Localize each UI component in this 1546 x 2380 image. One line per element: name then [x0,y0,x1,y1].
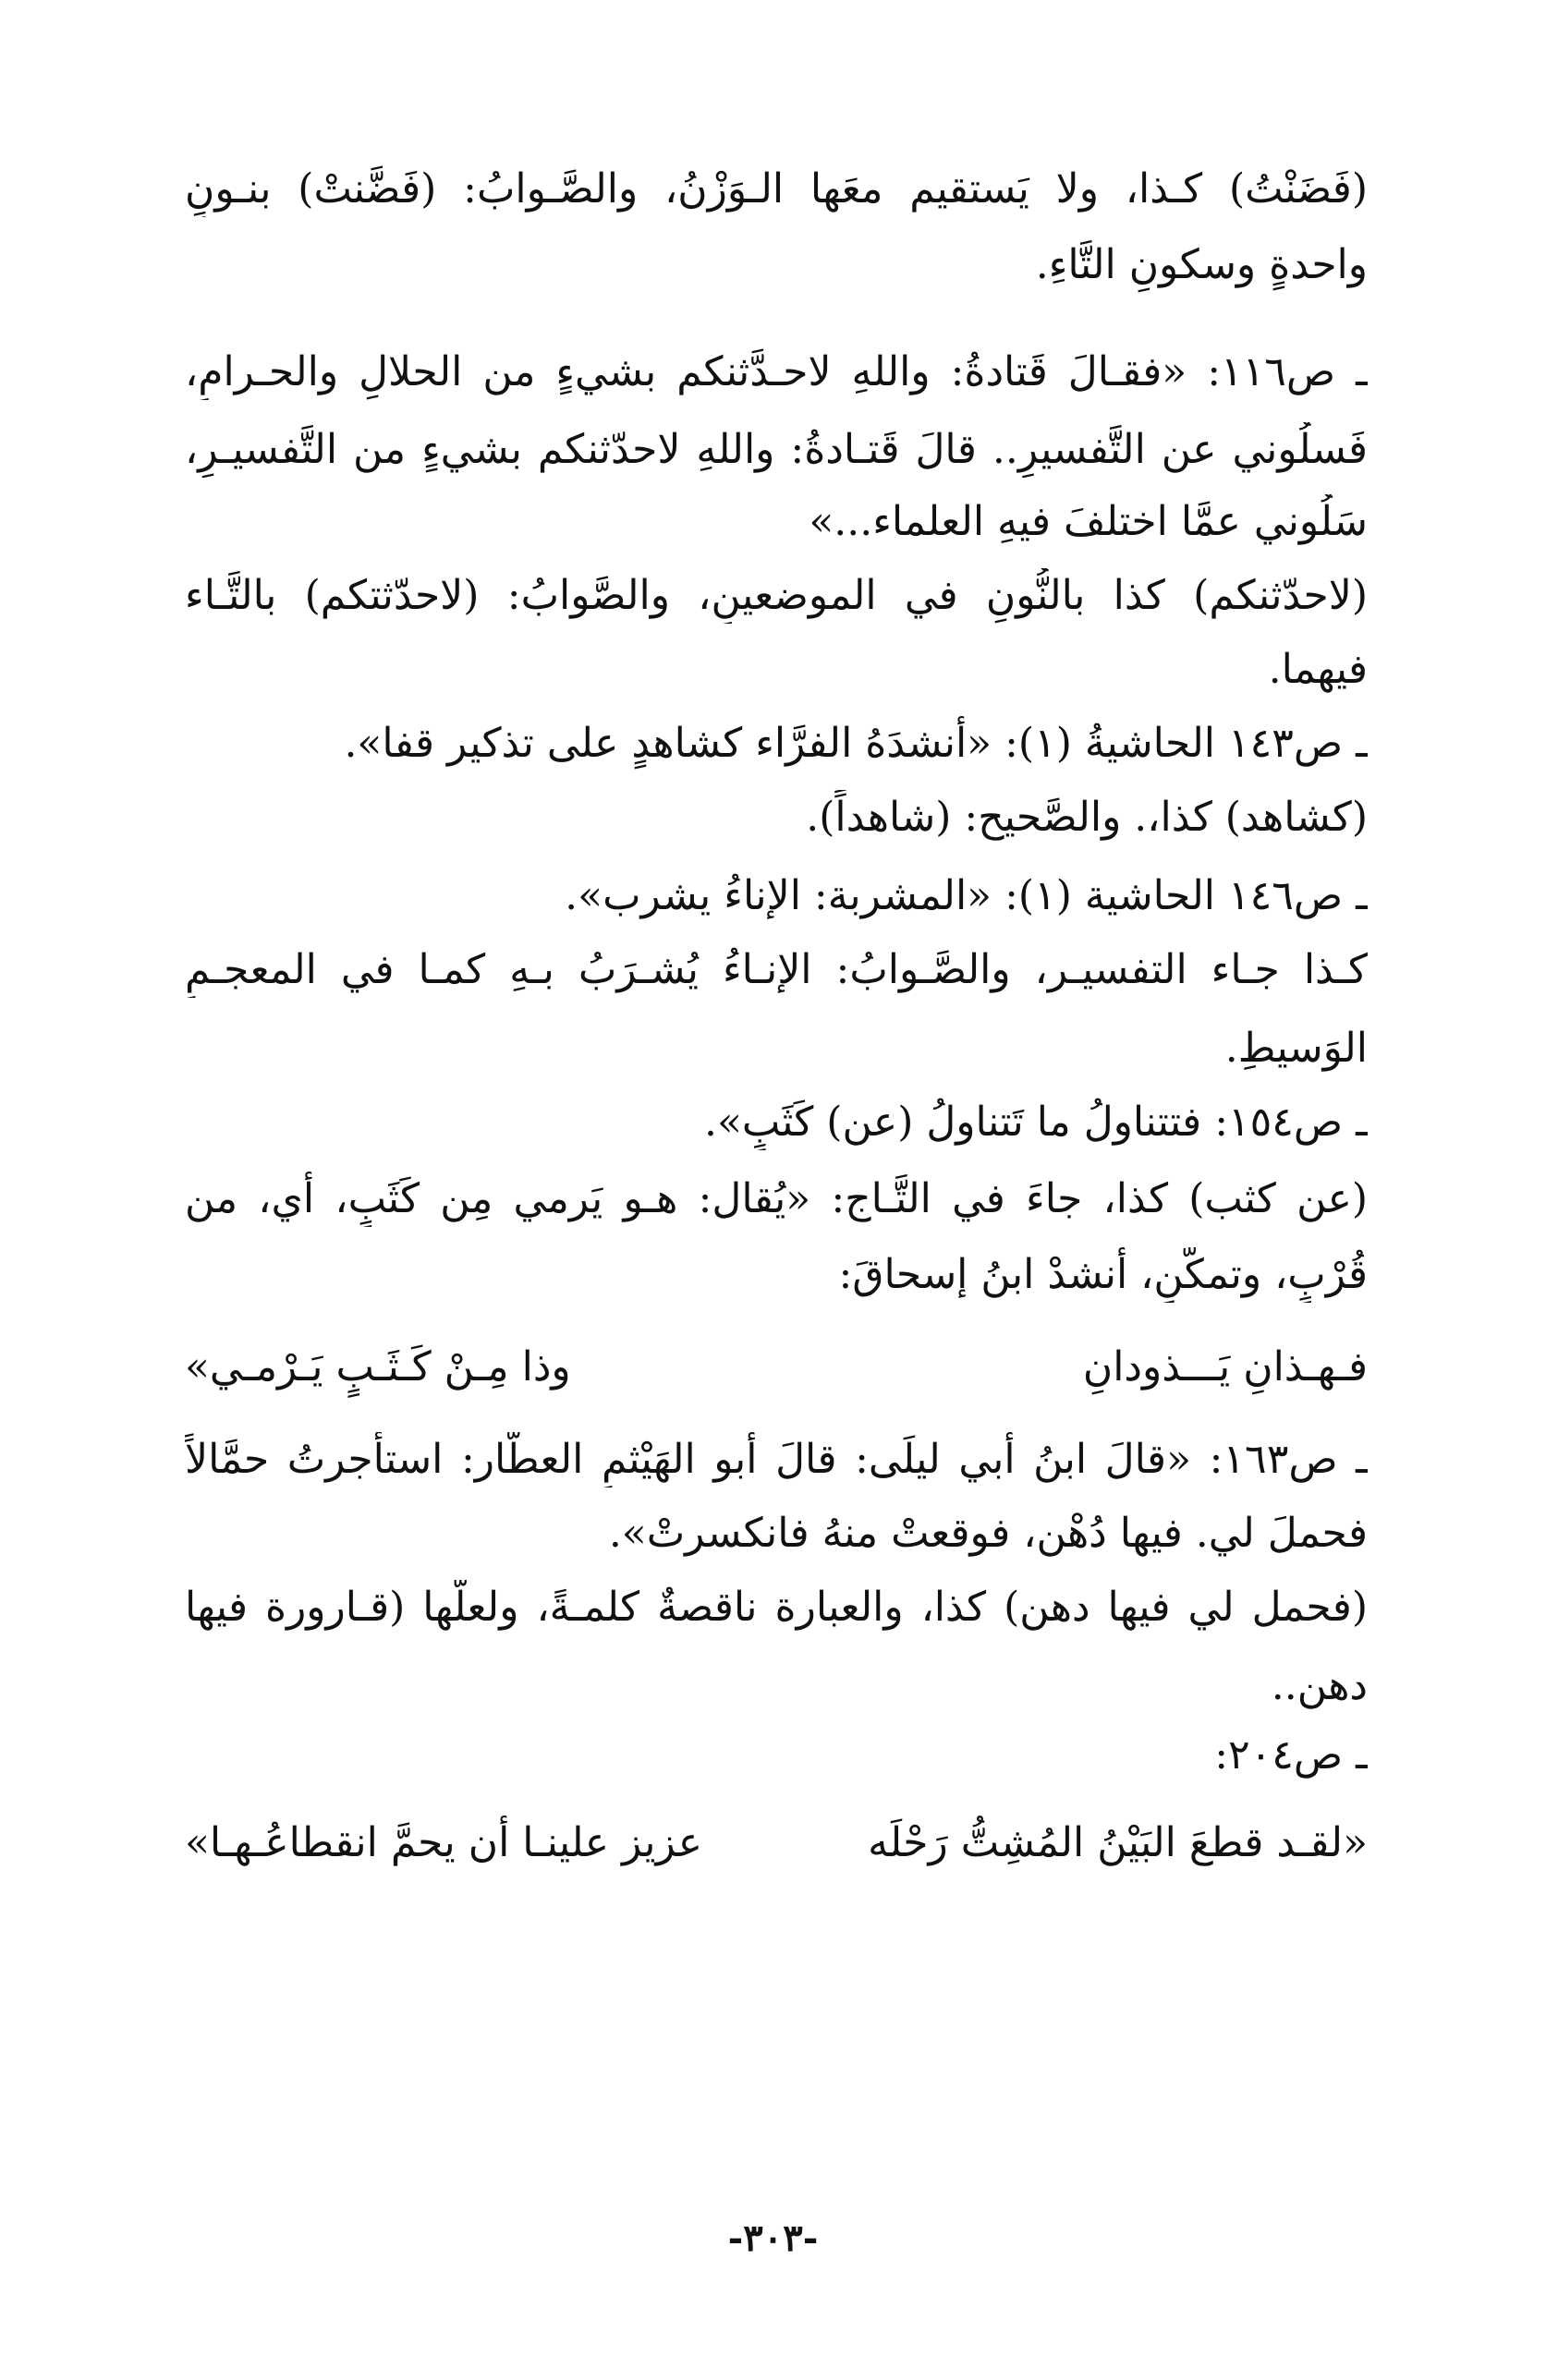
text-line: (فحمل لي فيها دهن) كذا، والعبارة ناقصةٌ كلمـةً، ولعلَّها (قـارورة فيها [185,1584,1368,1631]
poem-verse [185,1340,1368,1395]
text-line: (فَضَنْتُ) كـذا، ولا يَستقيم معَها الـوَزْنُ، والصَّـوابُ: (فَضَّنتْ) بنـونٍ [185,165,1368,212]
entry-line: ـ ص١٥٤: فتتناولُ ما تَتناولُ (عن) كَثَبٍ». [703,1099,1368,1146]
page-number: -٣٠٣- [727,2216,819,2260]
text-line: قُرْبٍ، وتمكّنٍ، أنشدْ ابنُ إسحاقَ: [838,1251,1368,1298]
entry-line: ـ ص١٤٦ الحاشية (١): «المشربة: الإناءُ يشرب». [565,872,1368,919]
text-line: (عن كثب) كذا، جاءَ في التَّـاج: «يُقال: هـو يَرمي مِن كَثَبٍ، أي، من [185,1175,1368,1222]
verse-second-hemistich: عزيز علينـا أن يحمَّ انقطاعُـهـا» [185,1819,703,1866]
text-line: دهن.. [1271,1662,1368,1709]
text-line: واحدةٍ وسكونِ التَّاءِ. [1035,241,1368,288]
text-line: فَسلُوني عن التَّفسيرِ.. قالَ قَتـادةُ: واللهِ لاحدّثنكم بشيءٍ من التَّفسيـرِ، [185,426,1368,473]
entry-line: ـ ص١١٦: «فقـالَ قَتادةُ: واللهِ لاحـدَّثنكم بشيءٍ من الحلالِ والحـرامِ، [185,348,1368,395]
text-line: فحملَ لي. فيها دُهْن، فوقعتْ منهُ فانكسرتْ». [608,1510,1368,1557]
text-line: سَلُوني عمَّا اختلفَ فيهِ العلماء...» [809,498,1368,545]
verse-second-hemistich: وذا مِـنْ كَـثَـبٍ يَـرْمـي» [185,1343,571,1390]
poem-verse [185,1815,1368,1871]
text-line: (لاحدّثنكم) كذا بالنُّونِ في الموضعينِ، والصَّوابُ: (لاحدّثتكم) بالتَّـاء [185,572,1368,619]
entry-line: ـ ص٢٠٤: [1214,1731,1368,1779]
verse-first-hemistich: فـهـذانِ يَـــذودانِ [1082,1343,1368,1390]
verse-first-hemistich: «لقـد قطعَ البَيْنُ المُشِتُّ رَحْلَه [868,1819,1368,1866]
text-line: (كشاهد) كذا،. والصَّحيح: (شاهداً). [806,794,1368,841]
text-line: فيهما. [1268,646,1368,693]
entry-line: ـ ص١٦٣: «قالَ ابنُ أَبي ليلَى: قالَ أبو الهَيْثمِ العطَّار: استأجرتُ حمَّالاً [185,1436,1368,1483]
entry-line: ـ ص١٤٣ الحاشيةُ (١): «أَنشدَهُ الفرَّاء كشاهدٍ على تذكير قفا». [344,720,1368,767]
text-line: كـذا جـاء التفسيـر، والصَّـوابُ: الإنـاءُ يُشـرَبُ بـهِ كمـا في المعجـمِ [185,946,1368,993]
text-line: الوَسيطِ. [1224,1025,1368,1072]
book-page [185,162,1368,2287]
